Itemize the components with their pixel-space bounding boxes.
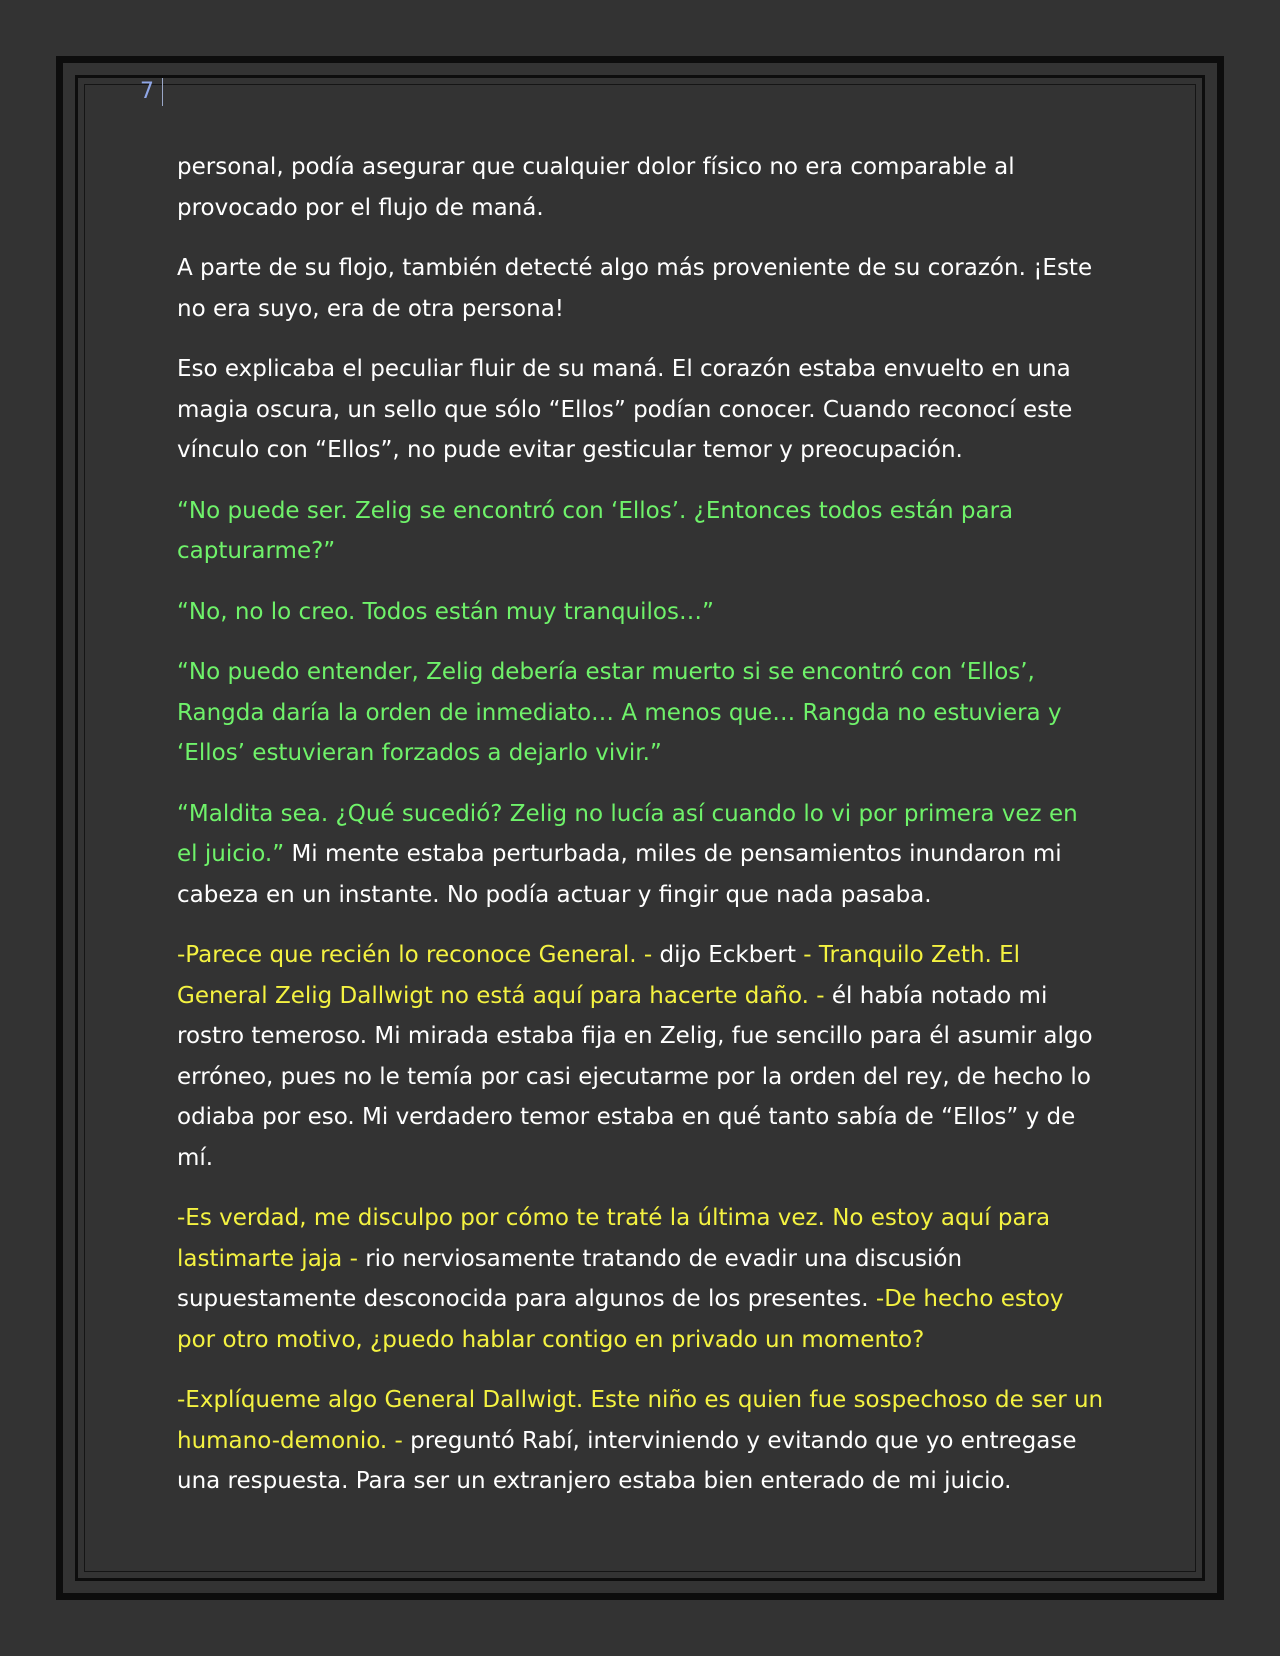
narration-text: preguntó Rabí, interviniendo y evitando que yo entregase una respuesta. Para ser un extranjero estaba bien enterado de mi juicio. [177, 1427, 1077, 1494]
paragraph [177, 935, 1105, 1178]
thought-dialogue: “No puede ser. Zelig se encontró con ‘Ellos’. ¿Entonces todos están para capturarme?” [177, 497, 1014, 564]
narration-text: A parte de su flojo, también detecté algo más proveniente de su corazón. ¡Este no era suyo, era de otra persona! [177, 255, 1093, 322]
thought-dialogue: “Maldita sea. ¿Qué sucedió? Zelig no lucía así cuando lo vi por primera vez en el juicio.” [177, 800, 1078, 867]
paragraph [177, 147, 1105, 228]
narration-text: personal, podía asegurar que cualquier dolor físico no era comparable al provocado por el flujo de maná. [177, 154, 1015, 221]
narration-text: dijo Eckbert [652, 942, 804, 968]
paragraph [177, 652, 1105, 774]
text-column [177, 147, 1105, 1522]
paragraph [177, 349, 1105, 471]
narration-text: Mi mente estaba perturbada, miles de pensamientos inundaron mi cabeza en un instante. No podía actuar y fingir que nada pasaba. [177, 841, 1062, 908]
paragraph [177, 1380, 1105, 1502]
spoken-dialogue: -Explíqueme algo General Dallwigt. Este niño es quien fue sospechoso de ser un humano-demonio. - [177, 1387, 1104, 1454]
spoken-dialogue: - Tranquilo Zeth. El General Zelig Dallwigt no está aquí para hacerte daño. - [177, 942, 1021, 1009]
page-number: 7 [140, 78, 163, 106]
thought-dialogue: “No puedo entender, Zelig debería estar muerto si se encontró con ‘Ellos’, Rangda daría la orden de inmediato… A menos que… Rangda no estuviera y ‘Ellos’ estuvieran forzados a dejarlo vivir.” [177, 659, 1062, 766]
spoken-dialogue: -De hecho estoy por otro motivo, ¿puedo hablar contigo en privado un momento? [177, 1286, 1064, 1353]
paragraph [177, 794, 1105, 916]
narration-text: Eso explicaba el peculiar fluir de su maná. El corazón estaba envuelto en una magia oscura, un sello que sólo “Ellos” podían conocer. Cuando reconocí este vínculo con “Ellos”, no pude evitar gesticular temor y preocupación. [177, 356, 1073, 463]
paragraph [177, 491, 1105, 572]
narration-text: rio nerviosamente tratando de evadir una discusión supuestamente desconocida para algunos de los presentes. [177, 1245, 963, 1312]
spoken-dialogue: -Es verdad, me disculpo por cómo te traté la última vez. No estoy aquí para lastimarte jaja - [177, 1205, 1051, 1272]
paragraph [177, 1198, 1105, 1360]
paragraph [177, 592, 1105, 633]
narration-text: él había notado mi rostro temeroso. Mi mirada estaba fija en Zelig, fue sencillo para él asumir algo erróneo, pues no le temía por casi ejecutarme por la orden del rey, de hecho lo odiaba por eso. Mi verdadero temor estaba en qué tanto sabía de “Ellos” y de mí. [177, 982, 1093, 1171]
thought-dialogue: “No, no lo creo. Todos están muy tranquilos…” [177, 598, 714, 625]
spoken-dialogue: -Parece que recién lo reconoce General. - [177, 942, 653, 968]
paragraph [177, 248, 1105, 329]
